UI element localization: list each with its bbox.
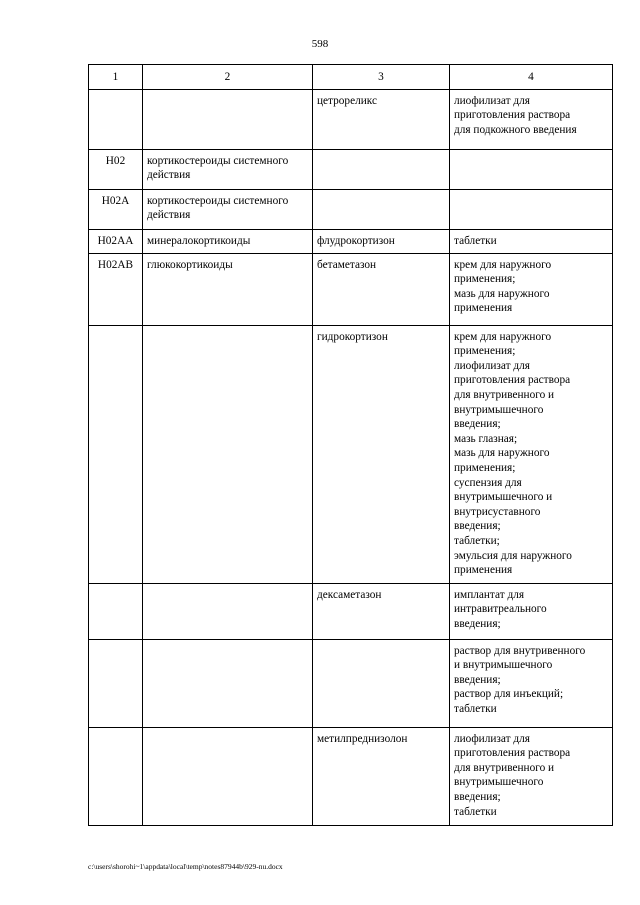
- dosage-form-line: таблетки: [454, 702, 497, 715]
- page-number: 598: [311, 38, 329, 50]
- atc-code-cell: [89, 89, 143, 149]
- column-header-1: 1: [89, 65, 143, 90]
- dosage-form-line: имплантат для: [454, 588, 525, 601]
- dosage-form-line: таблетки;: [454, 534, 500, 547]
- dosage-form-line: применения: [454, 302, 513, 315]
- dosage-forms-cell: [450, 583, 613, 639]
- drug-name-cell: флудрокортизон: [313, 229, 450, 253]
- table-row: [89, 253, 613, 325]
- drug-name-cell: [313, 639, 450, 727]
- group-line: кортикостероиды системного: [147, 154, 289, 167]
- dosage-form-line: приготовления раствора: [454, 109, 571, 122]
- dosage-form-line: лиофилизат для: [454, 94, 530, 107]
- dosage-forms-cell: [450, 189, 613, 229]
- column-header-2: 2: [143, 65, 313, 90]
- dosage-form-line: крем для наружного: [454, 330, 552, 343]
- drug-table: [88, 64, 613, 826]
- dosage-forms-cell: [450, 639, 613, 727]
- table-body: [89, 89, 613, 825]
- atc-code-cell: H02: [89, 149, 143, 189]
- table-row: [89, 189, 613, 229]
- dosage-form-line: раствор для внутривенного: [454, 644, 586, 657]
- dosage-form-line: раствор для инъекций;: [454, 688, 564, 701]
- dosage-form-line: лиофилизат для: [454, 359, 530, 372]
- group-cell: [143, 149, 313, 189]
- column-header-3: 3: [313, 65, 450, 90]
- dosage-forms-cell: [450, 89, 613, 149]
- group-cell: [143, 325, 313, 583]
- dosage-form-line: крем для наружного: [454, 258, 552, 271]
- dosage-form-line: применения: [454, 564, 513, 577]
- footer-file-path: c:\users\shorohi~1\appdata\local\temp\notes87944b\929-nu.docx: [88, 862, 283, 871]
- dosage-form-line: мазь для наружного: [454, 447, 550, 460]
- dosage-form-line: и внутримышечного: [454, 659, 553, 672]
- table-row: [89, 325, 613, 583]
- atc-code-cell: H02AB: [89, 253, 143, 325]
- table-row: [89, 727, 613, 825]
- atc-code-cell: [89, 727, 143, 825]
- drug-name-cell: [313, 189, 450, 229]
- dosage-form-line: приготовления раствора: [454, 374, 571, 387]
- dosage-form-line: введения;: [454, 617, 501, 630]
- drug-name-cell: метилпреднизолон: [313, 727, 450, 825]
- dosage-form-line: таблетки: [454, 234, 497, 247]
- group-cell: [143, 189, 313, 229]
- dosage-form-line: внутрисуставного: [454, 505, 541, 518]
- dosage-form-line: внутримышечного: [454, 776, 544, 789]
- group-line: действия: [147, 169, 191, 182]
- group-line: кортикостероиды системного: [147, 194, 289, 207]
- dosage-form-line: введения;: [454, 790, 501, 803]
- group-cell: [143, 583, 313, 639]
- group-line: действия: [147, 209, 191, 222]
- group-cell: [143, 253, 313, 325]
- dosage-form-line: для внутривенного и: [454, 761, 555, 774]
- drug-name-cell: цетрореликс: [313, 89, 450, 149]
- atc-code-cell: [89, 639, 143, 727]
- dosage-form-line: введения;: [454, 673, 501, 686]
- dosage-form-line: таблетки: [454, 805, 497, 818]
- dosage-form-line: интравитреального: [454, 603, 547, 616]
- group-line: минералокортикоиды: [147, 234, 251, 247]
- group-cell: [143, 89, 313, 149]
- dosage-form-line: суспензия для: [454, 476, 522, 489]
- dosage-form-line: применения;: [454, 273, 516, 286]
- dosage-form-line: внутримышечного: [454, 403, 544, 416]
- dosage-forms-cell: [450, 325, 613, 583]
- drug-name-cell: дексаметазон: [313, 583, 450, 639]
- dosage-form-line: введения;: [454, 418, 501, 431]
- table-row: [89, 229, 613, 253]
- dosage-form-line: для подкожного введения: [454, 123, 577, 136]
- group-line: глюкокортикоиды: [147, 258, 233, 271]
- drug-name-cell: бетаметазон: [313, 253, 450, 325]
- group-cell: [143, 229, 313, 253]
- dosage-forms-cell: [450, 229, 613, 253]
- dosage-form-line: мазь глазная;: [454, 432, 518, 445]
- drug-name-cell: гидрокортизон: [313, 325, 450, 583]
- table-row: [89, 639, 613, 727]
- dosage-form-line: применения;: [454, 345, 516, 358]
- dosage-forms-cell: [450, 253, 613, 325]
- table-row: [89, 89, 613, 149]
- dosage-form-line: внутримышечного и: [454, 491, 553, 504]
- group-cell: [143, 639, 313, 727]
- column-header-4: 4: [450, 65, 613, 90]
- group-cell: [143, 727, 313, 825]
- dosage-form-line: мазь для наружного: [454, 287, 550, 300]
- dosage-form-line: лиофилизат для: [454, 732, 530, 745]
- table-row: [89, 583, 613, 639]
- atc-code-cell: H02AA: [89, 229, 143, 253]
- atc-code-cell: H02A: [89, 189, 143, 229]
- dosage-form-line: применения;: [454, 461, 516, 474]
- dosage-form-line: для внутривенного и: [454, 388, 555, 401]
- drug-name-cell: [313, 149, 450, 189]
- dosage-form-line: приготовления раствора: [454, 747, 571, 760]
- atc-code-cell: [89, 325, 143, 583]
- atc-code-cell: [89, 583, 143, 639]
- dosage-form-line: введения;: [454, 520, 501, 533]
- header-row: [89, 65, 613, 90]
- table-row: [89, 149, 613, 189]
- dosage-form-line: эмульсия для наружного: [454, 549, 572, 562]
- dosage-forms-cell: [450, 727, 613, 825]
- dosage-forms-cell: [450, 149, 613, 189]
